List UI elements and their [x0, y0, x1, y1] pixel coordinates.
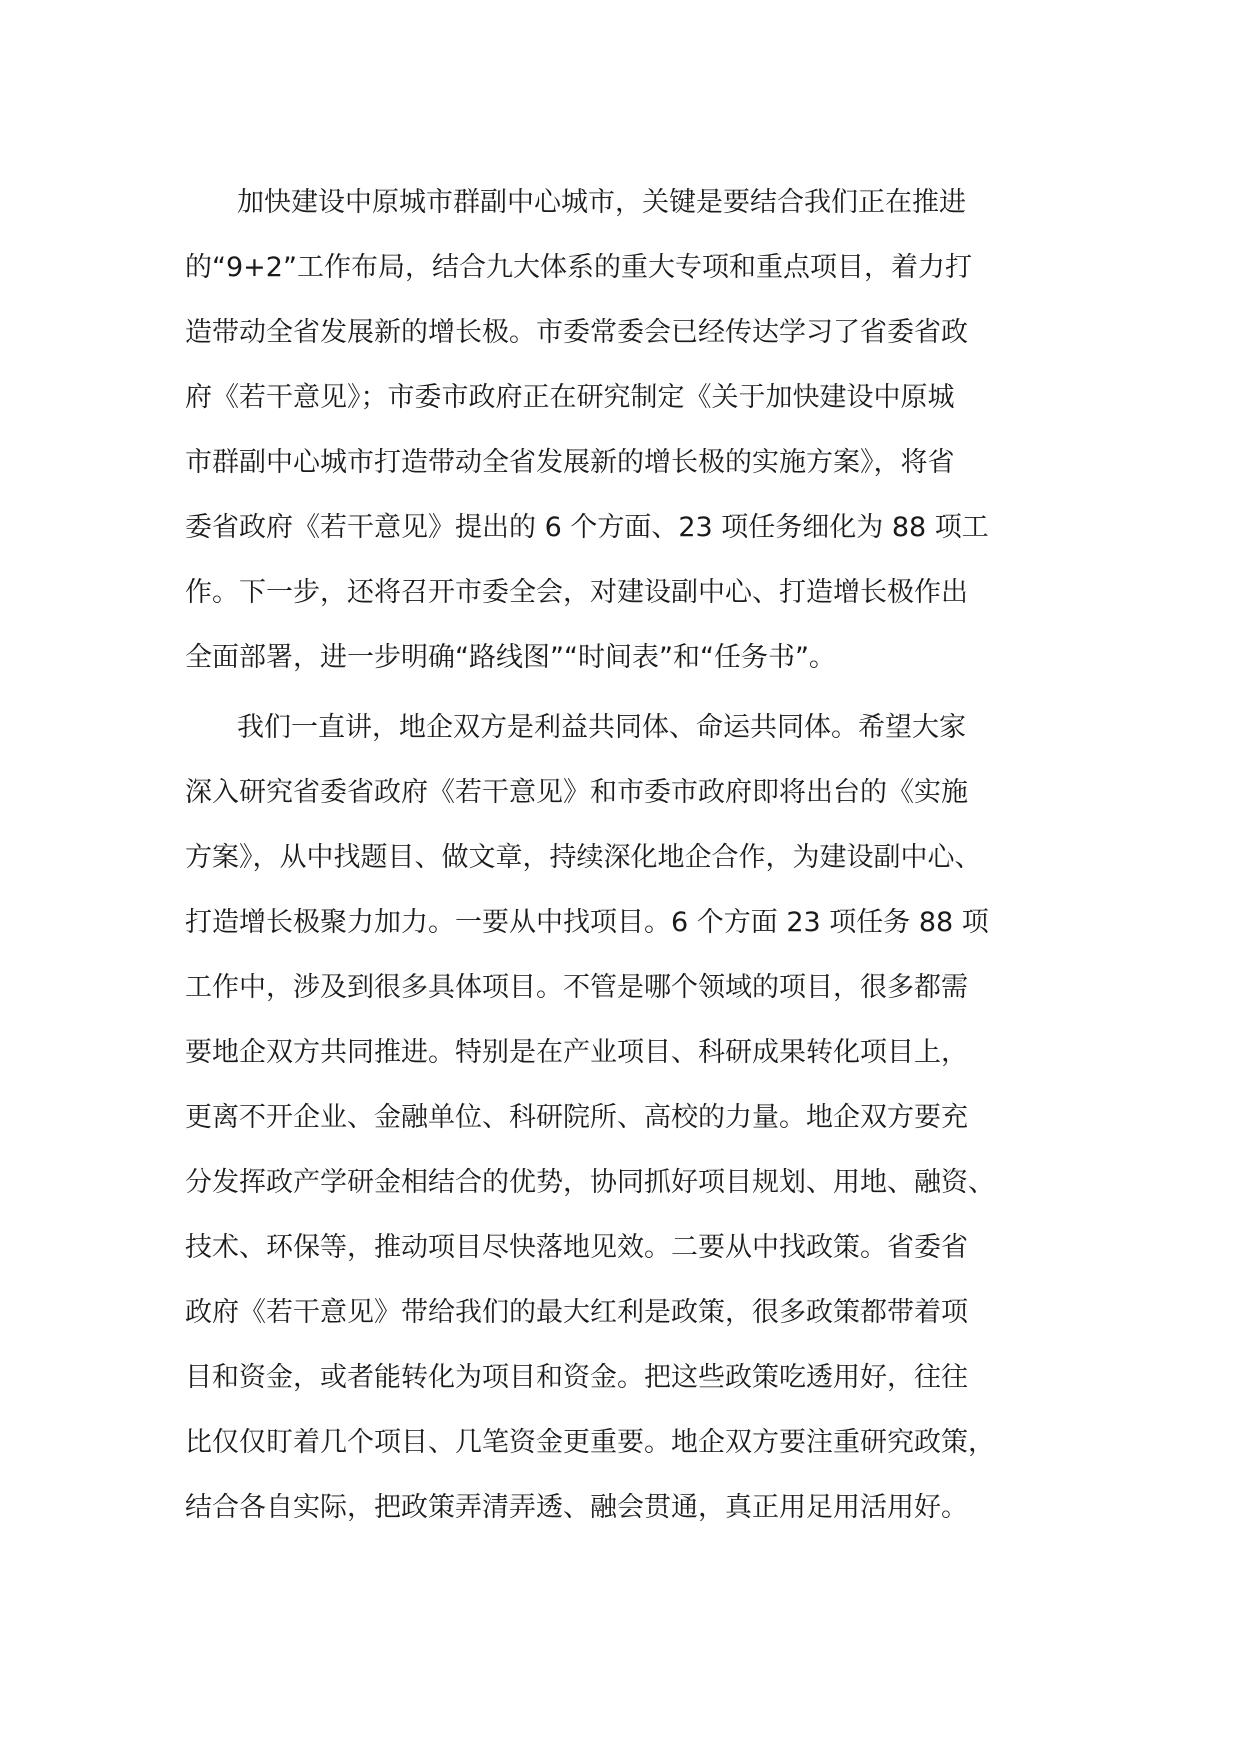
paragraph-line: 我们一直讲，地企双方是利益共同体、命运共同体。希望大家 — [237, 712, 966, 743]
paragraph-line: 比仅仅盯着几个项目、几笔资金更重要。地企双方要注重研究政策， — [185, 1427, 995, 1458]
paragraph-line: 作。下一步，还将召开市委全会，对建设副中心、打造增长极作出 — [185, 577, 968, 608]
paragraph-line: 打造增长极聚力加力。一要从中找项目。6 个方面 23 项任务 88 项 — [185, 907, 989, 938]
paragraph-line: 市群副中心城市打造带动全省发展新的增长极的实施方案》，将省 — [185, 447, 955, 478]
paragraph-line: 更离不开企业、金融单位、科研院所、高校的力量。地企双方要充 — [185, 1102, 968, 1133]
paragraph-line: 目和资金，或者能转化为项目和资金。把这些政策吃透用好，往往 — [185, 1362, 968, 1393]
document-body — [185, 170, 1065, 1540]
paragraph-2 — [185, 695, 1065, 1540]
paragraph-line: 深入研究省委省政府《若干意见》和市委市政府即将出台的《实施 — [185, 777, 968, 808]
paragraph-line: 分发挥政产学研金相结合的优势，协同抓好项目规划、用地、融资、 — [185, 1167, 995, 1198]
paragraph-line: 工作中，涉及到很多具体项目。不管是哪个领域的项目，很多都需 — [185, 972, 968, 1003]
paragraph-line: 要地企双方共同推进。特别是在产业项目、科研成果转化项目上， — [185, 1037, 968, 1068]
paragraph-line: 造带动全省发展新的增长极。市委常委会已经传达学习了省委省政 — [185, 317, 968, 348]
paragraph-line: 的“9+2”工作布局，结合九大体系的重大专项和重点项目，着力打 — [185, 252, 972, 283]
paragraph-line: 加快建设中原城市群副中心城市，关键是要结合我们正在推进 — [237, 187, 966, 218]
paragraph-1 — [185, 170, 1065, 690]
paragraph-line: 结合各自实际，把政策弄清弄透、融会贯通，真正用足用活用好。 — [185, 1492, 968, 1523]
paragraph-line: 方案》，从中找题目、做文章，持续深化地企合作，为建设副中心、 — [185, 842, 982, 873]
paragraph-line: 全面部署，进一步明确“路线图”“时间表”和“任务书”。 — [185, 642, 836, 673]
paragraph-line: 委省政府《若干意见》提出的 6 个方面、23 项任务细化为 88 项工 — [185, 512, 989, 543]
paragraph-line: 技术、环保等，推动项目尽快落地见效。二要从中找政策。省委省 — [185, 1232, 968, 1263]
paragraph-line: 府《若干意见》；市委市政府正在研究制定《关于加快建设中原城 — [185, 382, 955, 413]
paragraph-line: 政府《若干意见》带给我们的最大红利是政策，很多政策都带着项 — [185, 1297, 968, 1328]
